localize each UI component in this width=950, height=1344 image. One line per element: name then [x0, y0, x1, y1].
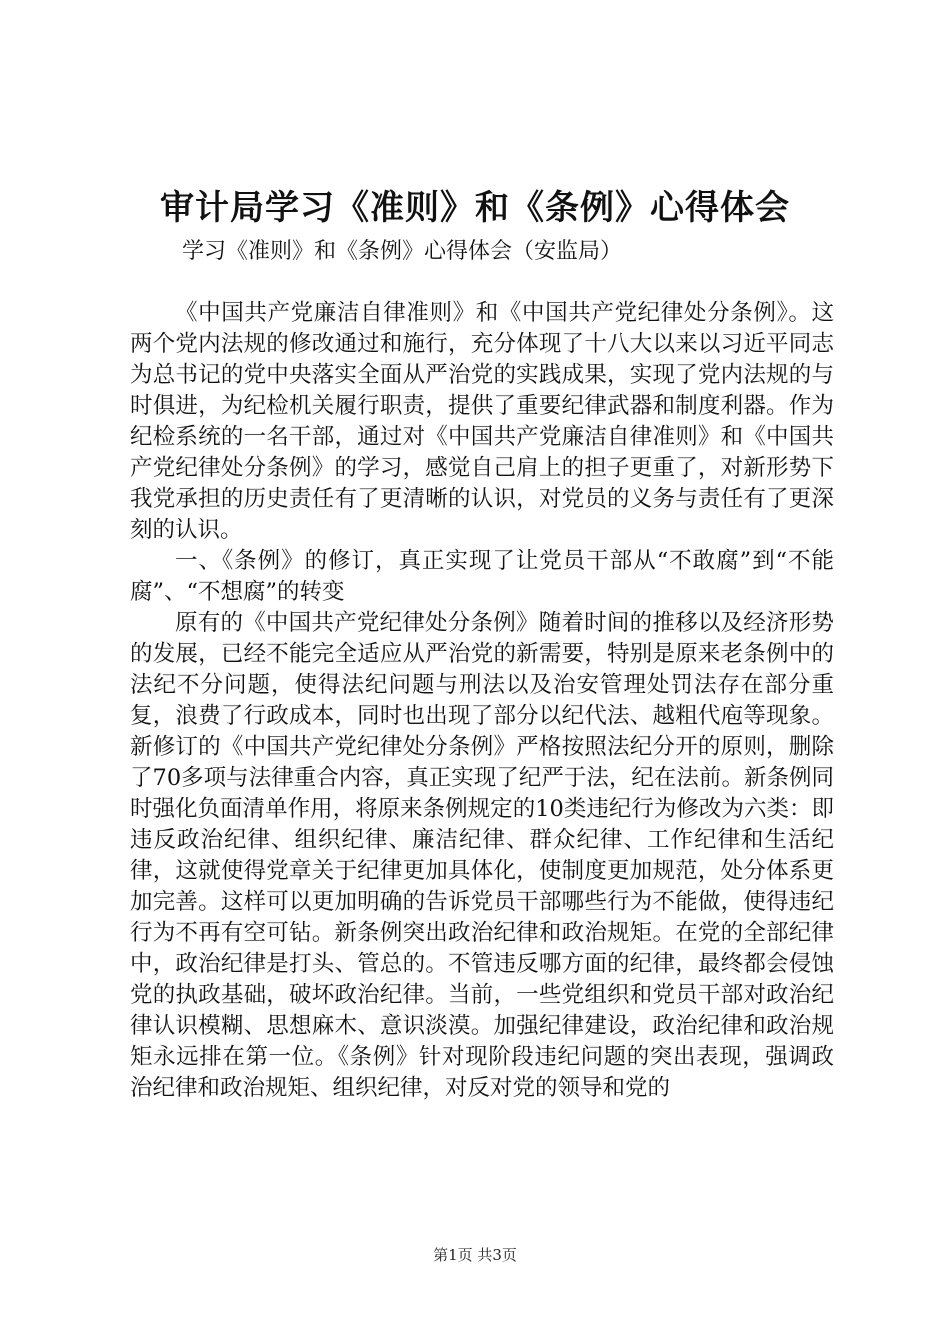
paragraph-section-1: 原有的《中国共产党纪律处分条例》随着时间的推移以及经济形势的发展，已经不能完全适应从严治党的新需要，特别是原来老条例中的法纪不分问题，使得法纪问题与刑法以及治安管理处罚法存在部分重复，浪费了行政成本，同时也出现了部分以纪代法、越粗代庖等现象。新修订的《中国共产党纪律处分条例》严格按照法纪分开的原则，删除了70多项与法律重合内容，真正实现了纪严于法，纪在法前。新条例同时强化负面清单作用，将原来条例规定的10类违纪行为修改为六类：即违反政治纪律、组织纪律、廉洁纪律、群众纪律、工作纪律和生活纪律，这就使得党章关于纪律更加具体化，使制度更加规范，处分体系更加完善。这样可以更加明确的告诉党员干部哪些行为不能做，使得违纪行为不再有空可钻。新条例突出政治纪律和政治规矩。在党的全部纪律中，政治纪律是打头、管总的。不管违反哪方面的纪律，最终都会侵蚀党的执政基础，破坏政治纪律。当前，一些党组织和党员干部对政治纪律认识模糊、思想麻木、意识淡漠。加强纪律建设，政治纪律和政治规矩永远排在第一位。《条例》针对现阶段违纪问题的突出表现，强调政治纪律和政治规矩、组织纪律，对反对党的领导和党的 — [130, 610, 834, 1101]
paragraph-intro: 《中国共产党廉洁自律准则》和《中国共产党纪律处分条例》。这两个党内法规的修改通过和施行，充分体现了十八大以来以习近平同志为总书记的党中央落实全面从严治党的实践成果，实现了党内法规的与时俱进，为纪检机关履行职责，提供了重要纪律武器和制度利器。作为纪检系统的一名干部，通过对《中国共产党廉洁自律准则》和《中国共产党纪律处分条例》的学习，感觉自己肩上的担子更重了，对新形势下我党承担的历史责任有了更清晰的认识，对党员的义务与责任有了更深刻的认识。 — [130, 300, 834, 543]
section-heading-1: 一、《条例》的修订，真正实现了让党员干部从“不敢腐”到“不能腐”、“不想腐”的转变 — [130, 548, 834, 605]
document-subtitle: 学习《准则》和《条例》心得体会（安监局） — [182, 239, 623, 264]
page-footer: 第1页 共3页 — [433, 1246, 517, 1264]
document-body — [130, 298, 834, 1104]
document-title: 审计局学习《准则》和《条例》心得体会 — [160, 188, 790, 228]
